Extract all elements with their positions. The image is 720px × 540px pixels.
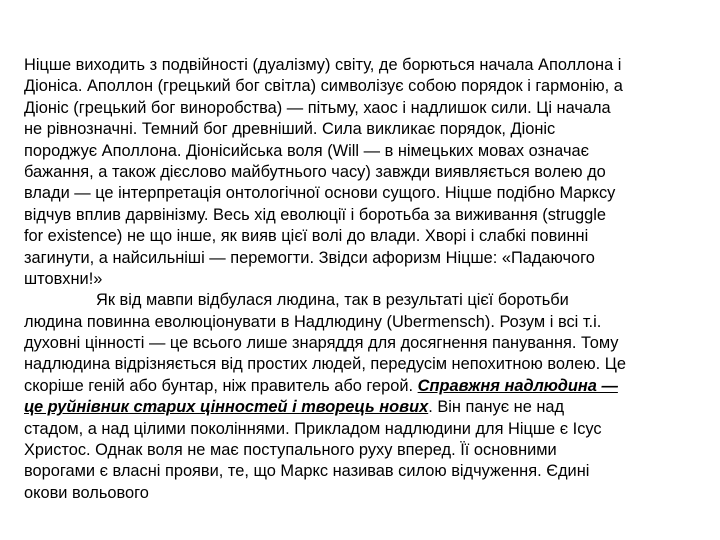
text-line xyxy=(24,376,696,397)
body-text xyxy=(24,55,696,504)
text-line: Христос. Однак воля не має поступального руху вперед. Її основними xyxy=(24,441,557,460)
text-line: відчув вплив дарвінізму. Весь хід еволюції і боротьба за виживання (struggle xyxy=(24,205,607,224)
text-span: . Він панує не над xyxy=(428,398,565,417)
text-line: Діоніс (грецький бог виноробства) — пітьму, хаос і надлишок сили. Ці начала xyxy=(24,98,611,117)
emphasized-text: це руйнівник старих цінностей і творець нових xyxy=(24,398,429,417)
text-line: Ніцше виходить з подвійності (дуалізму) світу, де борються начала Аполлона і xyxy=(24,56,622,74)
text-line: Діоніса. Аполлон (грецький бог світла) символізує собою порядок і гармонію, а xyxy=(24,77,623,96)
text-line: надлюдина відрізняється від простих людей, передусім непохитною волею. Це xyxy=(24,355,626,374)
text-line: людина повинна еволюціонувати в Надлюдину (Ubermensch). Розум і всі т.і. xyxy=(24,312,602,331)
text-line: не рівнозначні. Темний бог древніший. Сила викликає порядок, Діоніс xyxy=(24,120,556,139)
text-line: породжує Аполлона. Діонісийська воля (Will — в німецьких мовах означає xyxy=(24,141,589,160)
text-line: ворогами є власні прояви, те, що Маркс називав силою відчуження. Єдині xyxy=(24,462,590,481)
text-line: for existence) не що інше, як вияв цієї волі до влади. Хворі і слабкі повинні xyxy=(24,227,589,246)
text-line: загинути, а найсильніші — перемогти. Звідси афоризм Ніцше: «Падаючого xyxy=(24,248,595,267)
text-span: скоріше геній або бунтар, ніж правитель або герой. xyxy=(24,376,418,395)
text-line: окови вольового xyxy=(24,483,149,502)
text-line: штовхни!» xyxy=(24,269,103,288)
text-line: влади — це інтерпретація онтологічної основи сущого. Ніцше подібно Марксу xyxy=(24,184,616,203)
emphasized-text: Справжня надлюдина — xyxy=(417,376,618,395)
text-line: бажання, а також дієслово майбутнього часу) завжди виявляється волею до xyxy=(24,162,606,181)
text-line-indented: Як від мавпи відбулася людина, так в результаті цієї боротьби xyxy=(96,291,569,310)
text-line xyxy=(24,397,696,418)
text-line: духовні цінності — це всього лише знаряддя для досягнення панування. Тому xyxy=(24,334,619,353)
text-line: стадом, а над цілими поколіннями. Прикладом надлюдини для Ніцше є Ісус xyxy=(24,419,602,438)
